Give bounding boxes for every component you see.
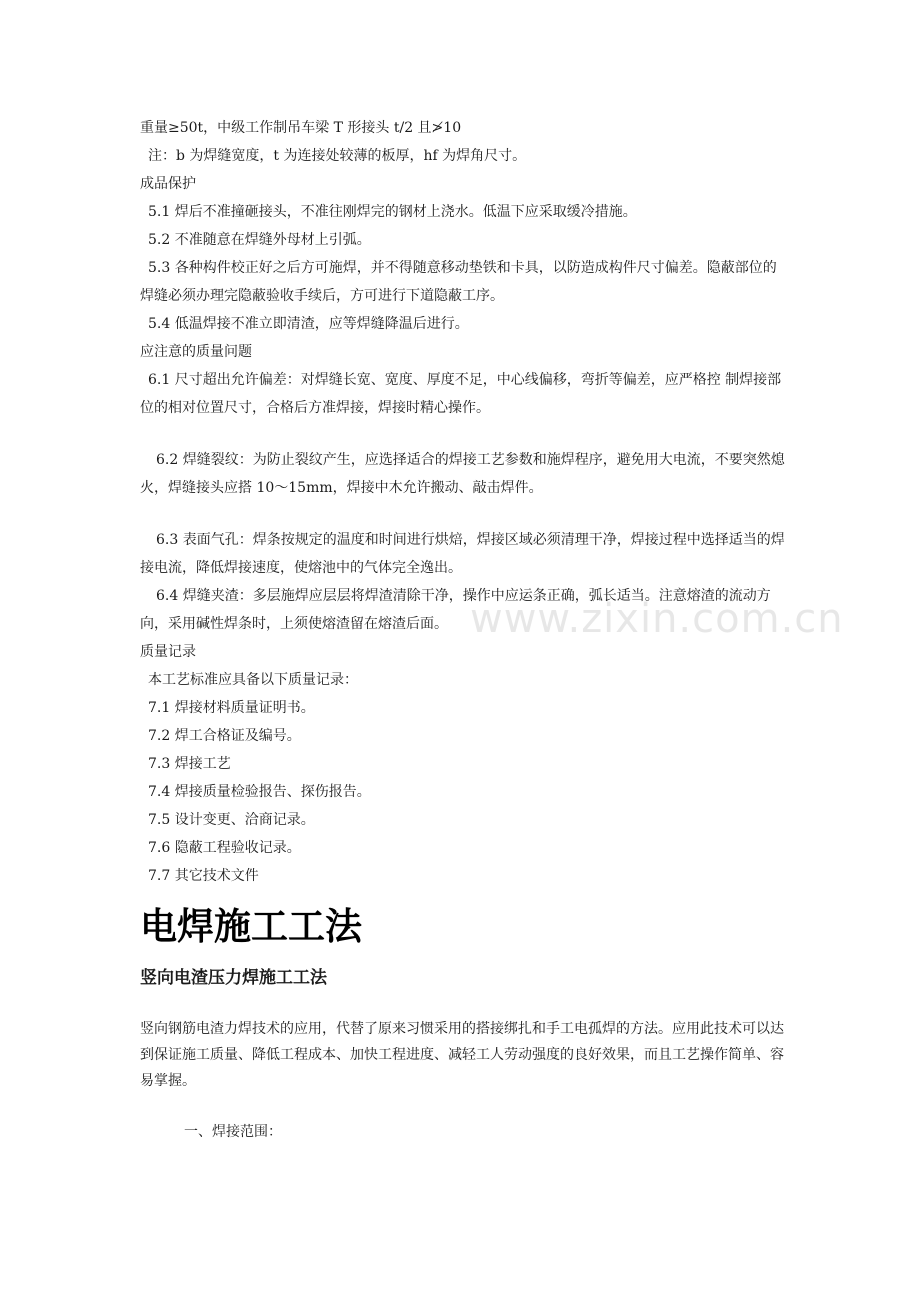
intro-paragraph: 竖向钢筋电渣力焊技术的应用，代替了原来习惯采用的搭接绑扎和手工电孤焊的方法。应用此技术可以达到保证施工质量、降低工程成本、加快工程进度、减轻工人劳动强度的良好效果，而且工艺操作简单、容易掌握。	[140, 1021, 784, 1089]
text-line: 重量≥50t，中级工作制吊车梁 T 形接头 t/2 且≯10	[140, 120, 462, 136]
section-title-quality-records: 质量记录	[140, 644, 196, 660]
watermark: www.zixin.com.cn	[470, 596, 844, 642]
list-item: 7.5 设计变更、洽商记录。	[148, 812, 315, 828]
list-item: 6.4 焊缝夹渣：多层施焊应层层将焊渣清除干净，操作中应运条正确，弧长适当。注意熔渣的流动方向，采用碱性焊条时，上须使熔渣留在熔渣后面。	[140, 588, 771, 632]
list-item: 7.7 其它技术文件	[148, 868, 259, 884]
list-item: 5.2 不准随意在焊缝外母材上引弧。	[148, 232, 371, 248]
note-line: 注：b 为焊缝宽度，t 为连接处较薄的板厚，hf 为焊角尺寸。	[148, 148, 527, 164]
section-title-protection: 成品保护	[140, 176, 196, 192]
main-heading: 电焊施工工法	[140, 905, 362, 948]
list-item: 7.1 焊接材料质量证明书。	[148, 700, 315, 716]
section-heading-scope: 一、焊接范围：	[184, 1124, 282, 1140]
list-item: 5.4 低温焊接不准立即清渣，应等焊缝降温后进行。	[148, 316, 469, 332]
section-title-quality-issues: 应注意的质量问题	[140, 344, 252, 360]
spacer	[140, 422, 785, 446]
sub-heading: 竖向电渣压力焊施工工法	[140, 968, 327, 988]
list-item: 6.2 焊缝裂纹：为防止裂纹产生，应选择适合的焊接工艺参数和施焊程序，避免用大电流，不要突然熄火，焊缝接头应搭 10～15mm，焊接中木允许搬动、敲击焊件。	[140, 452, 785, 496]
document-body	[140, 114, 844, 1146]
list-item: 7.2 焊工合格证及编号。	[148, 728, 301, 744]
list-item: 7.3 焊接工艺	[148, 756, 231, 772]
list-item: 6.1 尺寸超出允许偏差：对焊缝长宽、宽度、厚度不足，中心线偏移，弯折等偏差，应严格控 制焊接部位的相对位置尺寸，合格后方准焊接，焊接时精心操作。	[140, 372, 782, 416]
spacer	[140, 502, 785, 526]
list-item: 7.6 隐蔽工程验收记录。	[148, 840, 301, 856]
list-item: 5.1 焊后不准撞砸接头，不准往刚焊完的钢材上浇水。低温下应采取缓冷措施。	[148, 204, 637, 220]
list-item: 7.4 焊接质量检验报告、探伤报告。	[148, 784, 371, 800]
list-item: 5.3 各种构件校正好之后方可施焊，并不得随意移动垫铁和卡具，以防造成构件尺寸偏差。隐蔽部位的焊缝必须办理完隐蔽验收手续后，方可进行下道隐蔽工序。	[140, 260, 777, 304]
text-line: 本工艺标准应具备以下质量记录：	[148, 672, 358, 688]
list-item: 6.3 表面气孔：焊条按规定的温度和时间进行烘焙，焊接区域必须清理干净，焊接过程中选择适当的焊接电流，降低焊接速度，使熔池中的气体完全逸出。	[140, 532, 785, 576]
